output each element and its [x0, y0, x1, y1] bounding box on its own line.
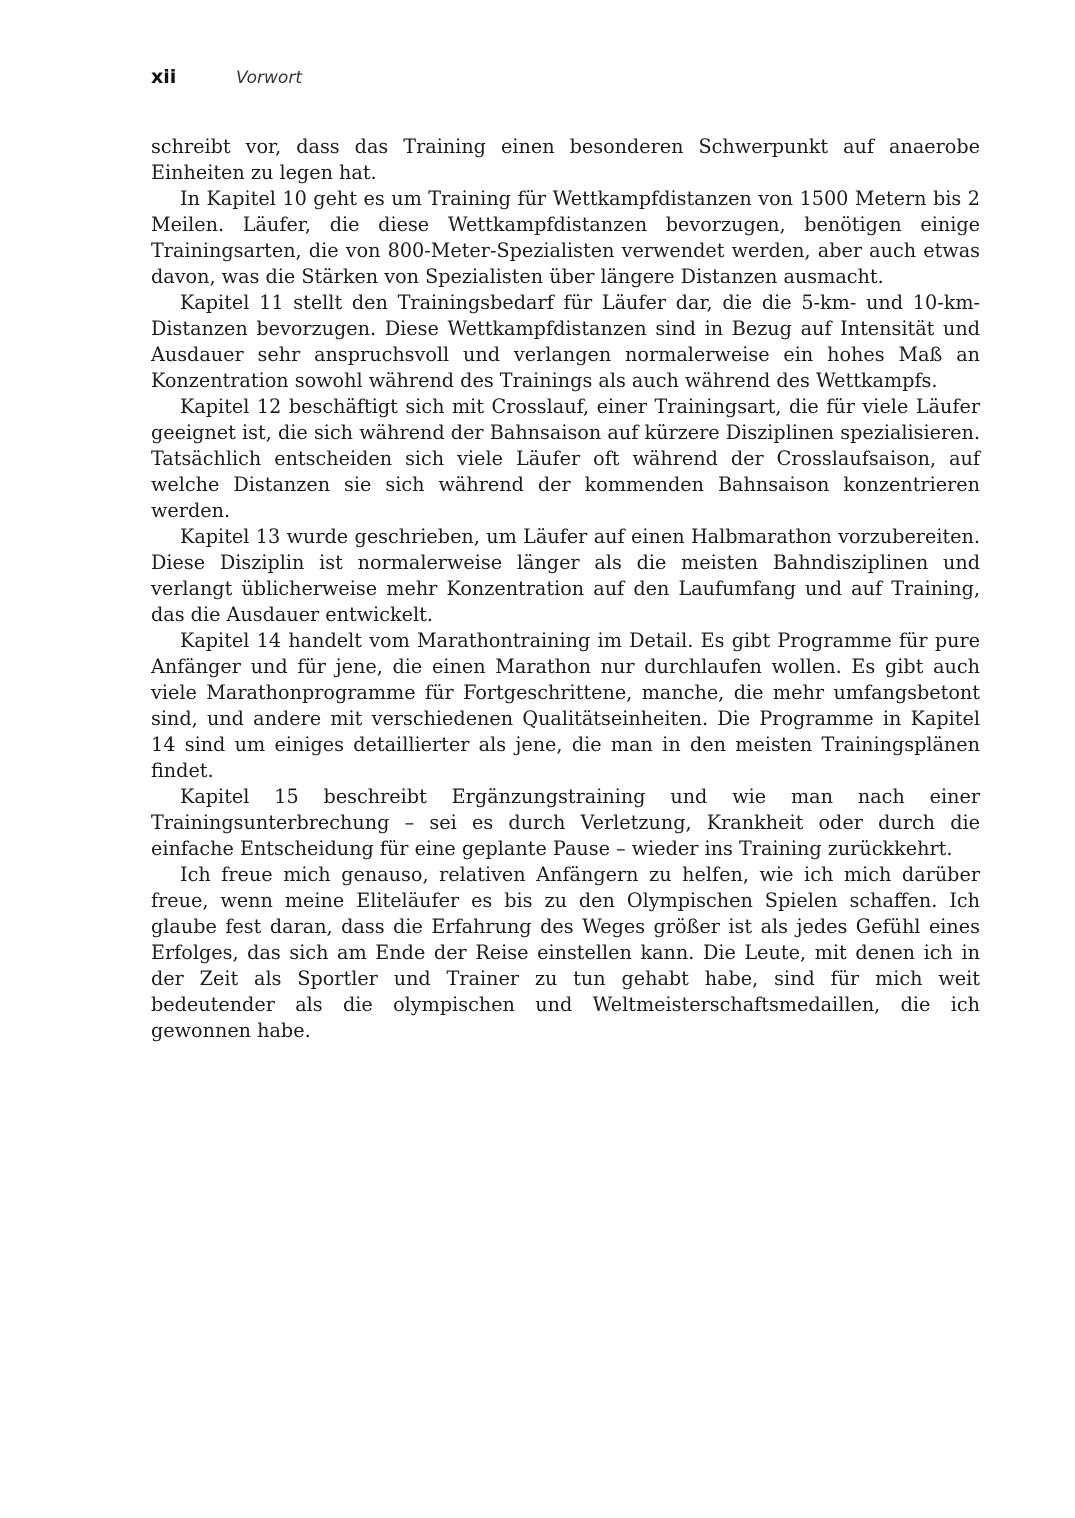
- running-head: [151, 66, 302, 96]
- paragraph-chapter-15: Kapitel 15 beschreibt Ergänzungstraining und wie man nach einer Trainingsunterbrechung – sei es durch Verletzung, Krankheit oder durch die einfache Entscheidung für eine geplante Pause – wieder ins Training zurückkehrt.: [151, 785, 980, 860]
- paragraph-chapter-13: Kapitel 13 wurde geschrieben, um Läufer auf einen Halbmarathon vorzubereiten. Diese Disziplin ist normalerweise länger als die meisten Bahndisziplinen und verlangt üblicherweise mehr Konzentration auf den Laufumfang und auf Training, das die Ausdauer entwickelt.: [151, 525, 980, 626]
- paragraph-continuation: schreibt vor, dass das Training einen besonderen Schwerpunkt auf anaerobe Einheiten zu legen hat.: [151, 135, 980, 184]
- paragraph-chapter-14: Kapitel 14 handelt vom Marathontraining im Detail. Es gibt Programme für pure Anfänger und für jene, die einen Marathon nur durchlaufen wollen. Es gibt auch viele Marathonprogramme für Fortgeschrittene, manche, die mehr umfangsbetont sind, und andere mit verschiedenen Qualitätseinheiten. Die Programme in Kapitel 14 sind um einiges detaillierter als jene, die man in den meisten Trainingsplänen findet.: [151, 629, 980, 782]
- paragraph-chapter-11: Kapitel 11 stellt den Trainingsbedarf für Läufer dar, die die 5-km- und 10-km-Distanzen bevorzugen. Diese Wettkampfdistanzen sind in Bezug auf Intensität und Ausdauer sehr anspruchsvoll und verlangen normalerweise ein hohes Maß an Konzentration sowohl während des Trainings als auch während des Wettkampfs.: [151, 291, 980, 392]
- paragraph-chapter-12: Kapitel 12 beschäftigt sich mit Crosslauf, einer Trainingsart, die für viele Läufer geeignet ist, die sich während der Bahnsaison auf kürzere Disziplinen spezialisieren. Tatsächlich entscheiden sich viele Läufer oft während der Crosslaufsaison, auf welche Distanzen sie sich während der kommenden Bahnsaison konzentrieren werden.: [151, 395, 980, 522]
- page-number: xii: [151, 66, 177, 88]
- section-title: Vorwort: [236, 68, 302, 88]
- paragraph-closing: Ich freue mich genauso, relativen Anfängern zu helfen, wie ich mich darüber freue, wenn meine Eliteläufer es bis zu den Olympischen Spielen schaffen. Ich glaube fest daran, dass die Erfahrung des Weges größer ist als jedes Gefühl eines Erfolges, das sich am Ende der Reise einstellen kann. Die Leute, mit denen ich in der Zeit als Sportler und Trainer zu tun gehabt habe, sind für mich weit bedeutender als die olympischen und Weltmeisterschaftsmedaillen, die ich gewonnen habe.: [151, 863, 980, 1042]
- body-text: [151, 134, 980, 1044]
- paragraph-chapter-10: In Kapitel 10 geht es um Training für Wettkampfdistanzen von 1500 Metern bis 2 Meilen. Läufer, die diese Wettkampfdistanzen bevorzugen, benötigen einige Trainingsarten, die von 800-Meter-Spezialisten verwendet werden, aber auch etwas davon, was die Stärken von Spezialisten über längere Distanzen ausmacht.: [151, 187, 980, 288]
